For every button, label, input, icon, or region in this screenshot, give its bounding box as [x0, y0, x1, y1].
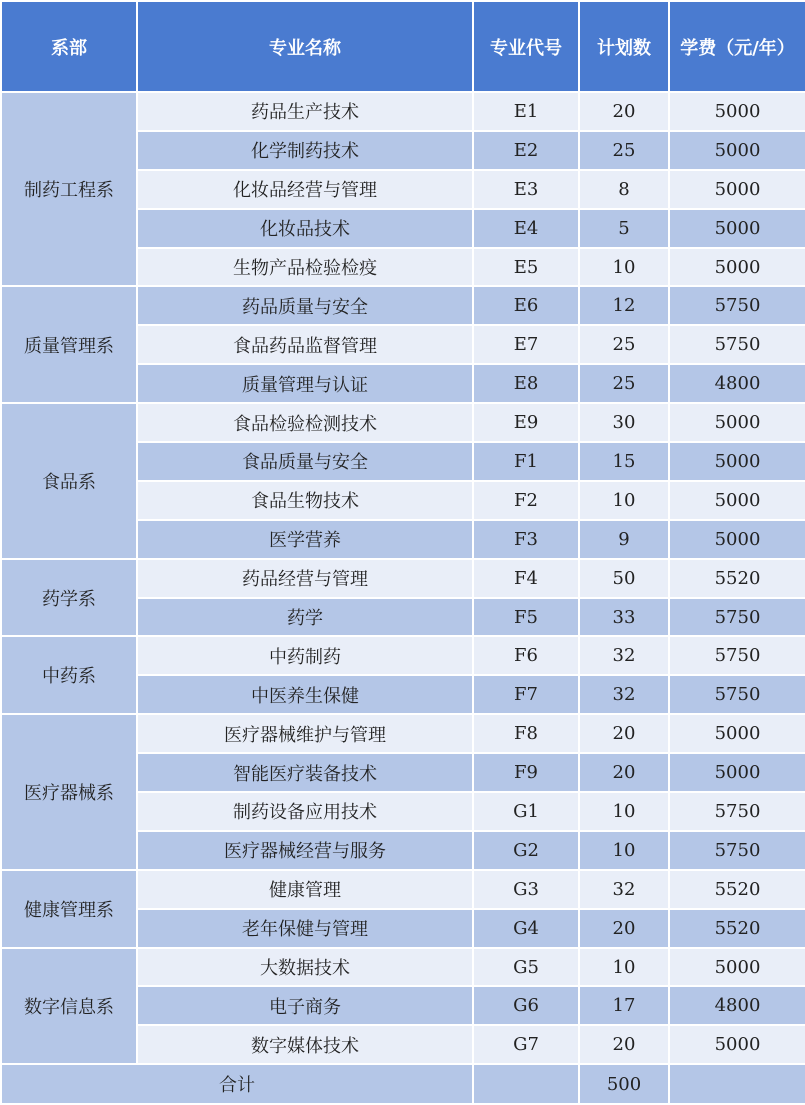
table-row — [1, 948, 805, 987]
fee-cell: 5000 — [669, 170, 805, 209]
fee-cell: 5000 — [669, 753, 805, 792]
plan-cell: 32 — [579, 675, 669, 714]
plan-cell: 20 — [579, 714, 669, 753]
plan-cell: 50 — [579, 559, 669, 598]
table-row — [1, 714, 805, 753]
fee-cell: 5000 — [669, 403, 805, 442]
plan-cell: 10 — [579, 792, 669, 831]
fee-cell: 5750 — [669, 792, 805, 831]
fee-cell: 5000 — [669, 248, 805, 287]
major-cell: 健康管理 — [137, 870, 473, 909]
major-cell: 制药设备应用技术 — [137, 792, 473, 831]
major-cell: 药品质量与安全 — [137, 286, 473, 325]
fee-cell: 5000 — [669, 209, 805, 248]
plan-cell: 8 — [579, 170, 669, 209]
major-cell: 医疗器械维护与管理 — [137, 714, 473, 753]
code-cell: F1 — [473, 442, 579, 481]
fee-cell: 5520 — [669, 870, 805, 909]
code-cell: F9 — [473, 753, 579, 792]
plan-cell: 10 — [579, 831, 669, 870]
total-fee-empty — [669, 1064, 805, 1104]
fee-cell: 5000 — [669, 92, 805, 131]
major-cell: 电子商务 — [137, 986, 473, 1025]
dept-cell: 医疗器械系 — [1, 714, 137, 870]
header-code: 专业代号 — [473, 1, 579, 92]
major-cell: 中药制药 — [137, 636, 473, 675]
fee-cell: 5000 — [669, 442, 805, 481]
major-cell: 中医养生保健 — [137, 675, 473, 714]
header-row — [1, 1, 805, 92]
plan-cell: 9 — [579, 520, 669, 559]
code-cell: F4 — [473, 559, 579, 598]
fee-cell: 5750 — [669, 831, 805, 870]
fee-cell: 5750 — [669, 636, 805, 675]
major-cell: 大数据技术 — [137, 948, 473, 987]
plan-cell: 32 — [579, 870, 669, 909]
plan-cell: 5 — [579, 209, 669, 248]
fee-cell: 5000 — [669, 1025, 805, 1064]
fee-cell: 5000 — [669, 131, 805, 170]
code-cell: F7 — [473, 675, 579, 714]
code-cell: G4 — [473, 909, 579, 948]
dept-cell: 中药系 — [1, 636, 137, 714]
header-major: 专业名称 — [137, 1, 473, 92]
plan-cell: 20 — [579, 753, 669, 792]
major-cell: 化妆品经营与管理 — [137, 170, 473, 209]
code-cell: E6 — [473, 286, 579, 325]
major-cell: 化妆品技术 — [137, 209, 473, 248]
fee-cell: 5000 — [669, 948, 805, 987]
table-body — [1, 92, 805, 1104]
dept-cell: 数字信息系 — [1, 948, 137, 1065]
total-code-empty — [473, 1064, 579, 1104]
code-cell: G7 — [473, 1025, 579, 1064]
major-cell: 老年保健与管理 — [137, 909, 473, 948]
major-cell: 医学营养 — [137, 520, 473, 559]
table-row — [1, 92, 805, 131]
plan-cell: 20 — [579, 1025, 669, 1064]
plan-cell: 12 — [579, 286, 669, 325]
header-plan: 计划数 — [579, 1, 669, 92]
dept-cell: 食品系 — [1, 403, 137, 559]
code-cell: G3 — [473, 870, 579, 909]
total-row — [1, 1064, 805, 1104]
plan-cell: 30 — [579, 403, 669, 442]
code-cell: E1 — [473, 92, 579, 131]
header-fee: 学费（元/年） — [669, 1, 805, 92]
code-cell: G5 — [473, 948, 579, 987]
code-cell: E3 — [473, 170, 579, 209]
major-cell: 药学 — [137, 598, 473, 637]
plan-cell: 32 — [579, 636, 669, 675]
code-cell: F2 — [473, 481, 579, 520]
code-cell: E9 — [473, 403, 579, 442]
dept-cell: 药学系 — [1, 559, 137, 637]
fee-cell: 5750 — [669, 286, 805, 325]
plan-cell: 25 — [579, 364, 669, 403]
plan-cell: 10 — [579, 948, 669, 987]
table-row — [1, 559, 805, 598]
plan-cell: 10 — [579, 248, 669, 287]
code-cell: F3 — [473, 520, 579, 559]
plan-cell: 20 — [579, 909, 669, 948]
dept-cell: 健康管理系 — [1, 870, 137, 948]
plan-cell: 25 — [579, 131, 669, 170]
dept-cell: 质量管理系 — [1, 286, 137, 403]
fee-cell: 5000 — [669, 714, 805, 753]
fee-cell: 4800 — [669, 364, 805, 403]
code-cell: E2 — [473, 131, 579, 170]
table-row — [1, 403, 805, 442]
table-row — [1, 870, 805, 909]
header-dept: 系部 — [1, 1, 137, 92]
fee-cell: 5750 — [669, 598, 805, 637]
major-cell: 食品检验检测技术 — [137, 403, 473, 442]
dept-cell: 制药工程系 — [1, 92, 137, 286]
major-cell: 食品药品监督管理 — [137, 325, 473, 364]
code-cell: E8 — [473, 364, 579, 403]
total-label: 合计 — [1, 1064, 473, 1104]
fee-cell: 5520 — [669, 909, 805, 948]
fee-cell: 4800 — [669, 986, 805, 1025]
code-cell: F8 — [473, 714, 579, 753]
plan-cell: 17 — [579, 986, 669, 1025]
major-cell: 食品质量与安全 — [137, 442, 473, 481]
code-cell: F5 — [473, 598, 579, 637]
code-cell: E5 — [473, 248, 579, 287]
major-cell: 食品生物技术 — [137, 481, 473, 520]
table-row — [1, 636, 805, 675]
table-row — [1, 286, 805, 325]
plan-cell: 33 — [579, 598, 669, 637]
fee-cell: 5750 — [669, 675, 805, 714]
code-cell: E4 — [473, 209, 579, 248]
code-cell: G1 — [473, 792, 579, 831]
major-cell: 化学制药技术 — [137, 131, 473, 170]
plan-cell: 10 — [579, 481, 669, 520]
plan-cell: 20 — [579, 92, 669, 131]
total-plan: 500 — [579, 1064, 669, 1104]
major-cell: 药品生产技术 — [137, 92, 473, 131]
major-cell: 智能医疗装备技术 — [137, 753, 473, 792]
code-cell: F6 — [473, 636, 579, 675]
fee-cell: 5000 — [669, 520, 805, 559]
major-cell: 质量管理与认证 — [137, 364, 473, 403]
code-cell: G6 — [473, 986, 579, 1025]
major-cell: 数字媒体技术 — [137, 1025, 473, 1064]
major-cell: 药品经营与管理 — [137, 559, 473, 598]
plan-cell: 25 — [579, 325, 669, 364]
major-cell: 医疗器械经营与服务 — [137, 831, 473, 870]
plan-cell: 15 — [579, 442, 669, 481]
fee-cell: 5750 — [669, 325, 805, 364]
fee-cell: 5520 — [669, 559, 805, 598]
major-cell: 生物产品检验检疫 — [137, 248, 473, 287]
code-cell: G2 — [473, 831, 579, 870]
code-cell: E7 — [473, 325, 579, 364]
fee-cell: 5000 — [669, 481, 805, 520]
